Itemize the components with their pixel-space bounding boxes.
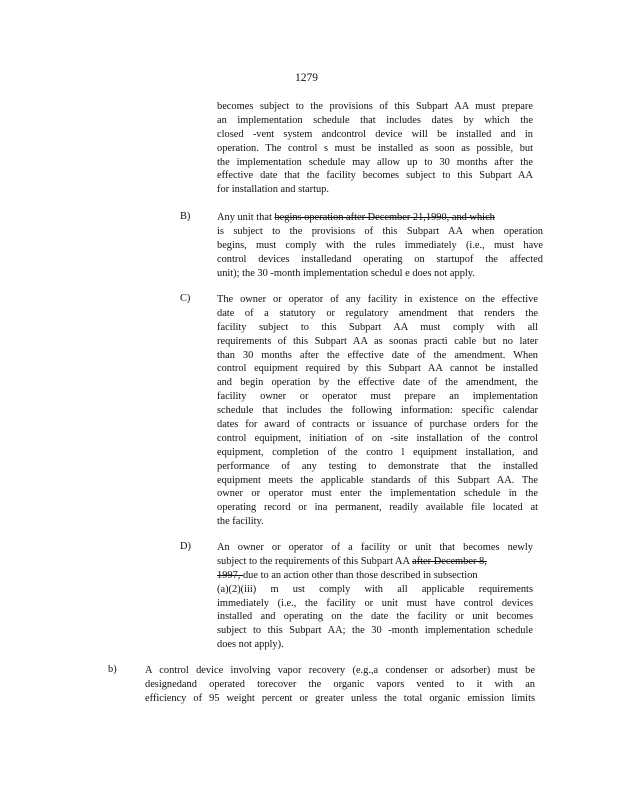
text-line: closed -vent system andcontrol device will be installed and in — [217, 128, 533, 140]
text-line — [217, 569, 533, 583]
item-b-label: B) — [180, 211, 191, 222]
struck-text: after December 8, — [412, 555, 487, 567]
text-line: subject to this Subpart AA; the 30 -month implementation schedule — [217, 625, 533, 637]
text-line: control equipment, initiation of on -site installation of the control — [217, 432, 538, 444]
text-line: the implementation schedule may allow up to 30 months after the — [217, 156, 533, 168]
continuation-paragraph — [217, 100, 533, 197]
text-line: an implementation schedule that includes dates by which the — [217, 114, 533, 126]
text-line: An owner or operator of a facility or unit that becomes newly — [217, 542, 533, 553]
text-line: owner or operator must enter the implementation schedule in the — [217, 488, 538, 500]
text-line: the facility. — [217, 516, 264, 528]
text-line: facility subject to this Subpart AA must comply with all — [217, 321, 538, 333]
text-line: and begin operation by the effective date of the amendment, the — [217, 377, 538, 389]
text-line: for installation and startup. — [217, 184, 329, 196]
text-line: installed and operating on the date the facility or unit becomes — [217, 611, 533, 623]
text-line: requirements of this Subpart AA as soonas practi cable but no later — [217, 335, 538, 347]
text-line: is subject to the provisions of this Subpart AA when operation — [217, 225, 543, 237]
text-line — [217, 555, 533, 569]
text-line: efficiency of 95 weight percent or greater unless the total organic emission limits — [145, 692, 535, 704]
text-line: effective date that the facility becomes subject to this Subpart AA — [217, 170, 533, 182]
text-line: designedand operated torecover the organic vapors vented to it with an — [145, 678, 535, 690]
text-line: control equipment required by this Subpart AA cannot be installed — [217, 363, 538, 375]
text-line: than 30 months after the effective date of the amendment. When — [217, 349, 538, 361]
item-lower-b-paragraph — [145, 664, 535, 706]
struck-text: 1997, — [217, 569, 243, 581]
text-line: performance of any testing to demonstrate that the installed — [217, 460, 538, 472]
struck-text: begins operation after December 21,1990, and which — [274, 212, 495, 223]
text-line: begins, must comply with the rules immediately (i.e., must have — [217, 239, 543, 251]
item-lower-b-label: b) — [108, 664, 117, 675]
text-line: does not apply). — [217, 639, 284, 651]
text-segment: subject to the requirements of this Subpart AA — [217, 555, 413, 567]
item-c-paragraph — [217, 293, 538, 529]
text-line: facility owner or operator must prepare an implementation — [217, 391, 538, 403]
text-line: equipment, completion of the contro l equipment installation, and — [217, 446, 538, 458]
text-line: operating record or ina permanent, readily available file located at — [217, 502, 538, 514]
text-line: (a)(2)(iii) m ust comply with all applicable requirements — [217, 583, 533, 595]
text-line: date of a statutory or regulatory amendment that renders the — [217, 307, 538, 319]
text-line: A control device involving vapor recovery (e.g.,a condenser or adsorber) must be — [145, 665, 535, 676]
text-line: control devices installedand operating on startupof the affected — [217, 253, 543, 265]
item-b-paragraph — [217, 211, 543, 280]
text-line: operation. The control s must be installed as soon as possible, but — [217, 142, 533, 154]
text-line: becomes subject to the provisions of this Subpart AA must prepare — [217, 101, 533, 112]
text-segment: Any unit that — [217, 212, 275, 223]
text-segment: due to an action other than those described in subsection — [242, 569, 478, 581]
text-line: equipment meets the applicable standards of this Subpart AA. The — [217, 474, 538, 486]
text-line: dates for award of contracts or issuance of purchase orders for the — [217, 419, 538, 431]
text-line — [217, 211, 543, 225]
text-line: unit); the 30 -month implementation schedul e does not apply. — [217, 267, 475, 279]
page-number: 1279 — [295, 72, 318, 84]
item-d-paragraph — [217, 541, 533, 652]
item-c-label: C) — [180, 293, 191, 304]
item-d-label: D) — [180, 541, 191, 552]
text-line: immediately (i.e., the facility or unit must have control devices — [217, 597, 533, 609]
text-line: schedule that includes the following information: specific calendar — [217, 405, 538, 417]
text-line: The owner or operator of any facility in existence on the effective — [217, 294, 538, 305]
